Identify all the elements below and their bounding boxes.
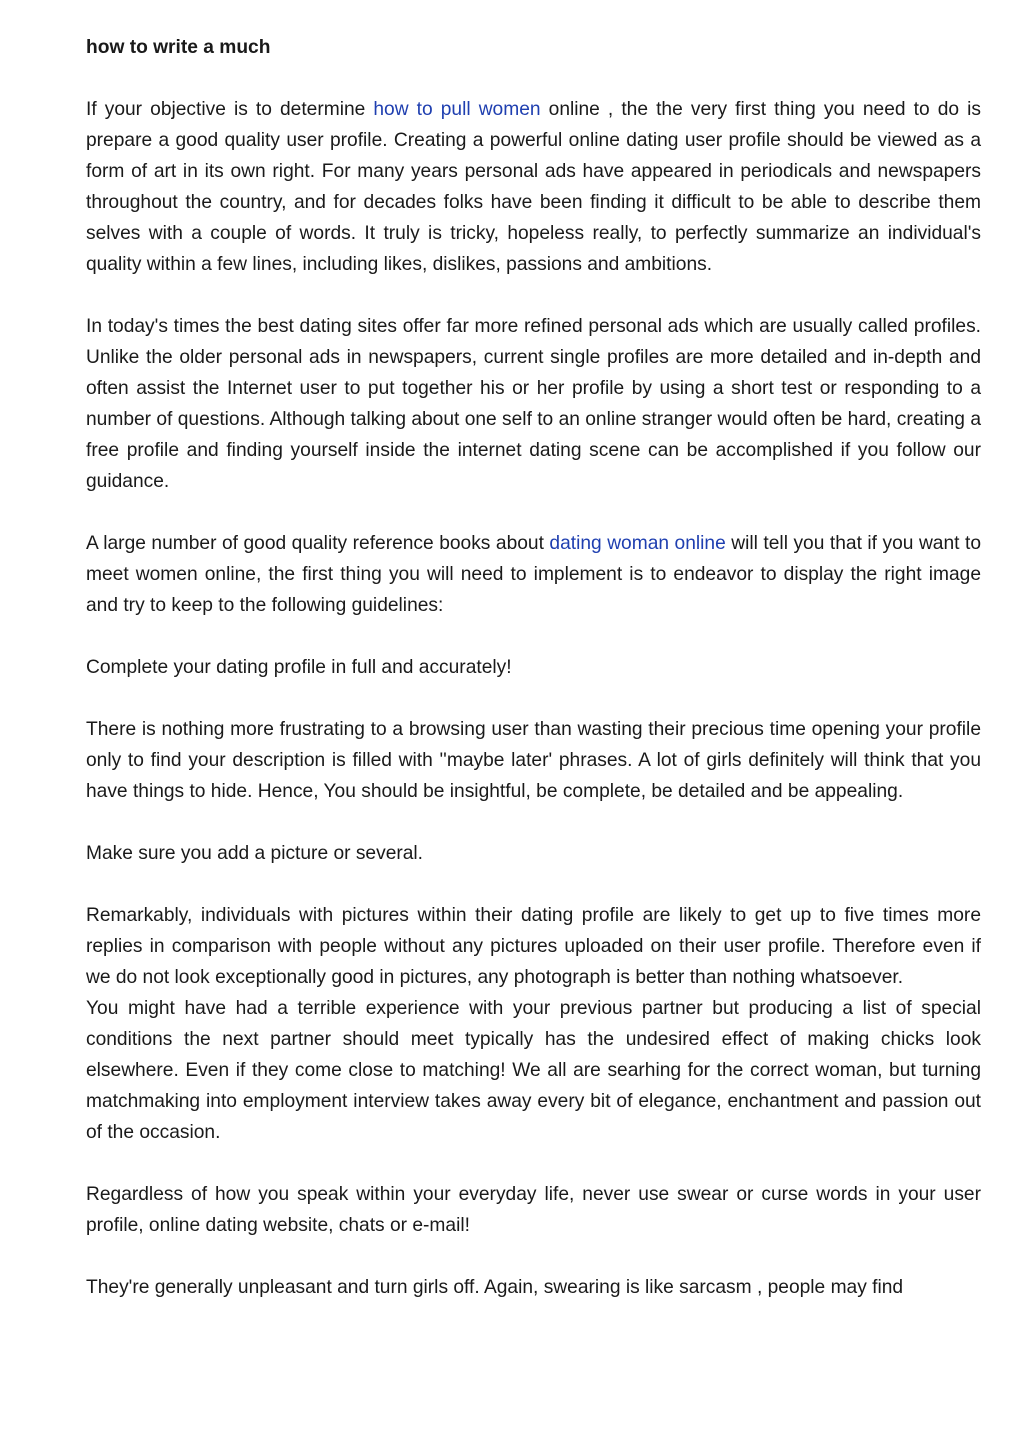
paragraph-3-text-after: will tell you that if you want to meet women online, the first thing you will need to implement is to endeavor to display the right image and try to keep to the following guidelines: bbox=[86, 533, 981, 616]
document-title: how to write a much bbox=[86, 37, 271, 58]
paragraph-1-text-after: online , the the very first thing you need to do is prepare a good quality user profile. Creating a powerful online dating user profile should be viewed as a form of art in its own right. For many years personal ads have appeared in periodicals and newspapers throughout the country, and for decades folks have been finding it difficult to be able to describe them selves with a couple of words. It truly is tricky, hopeless really, to perfectly summarize an individual's quality within a few lines, including likes, dislikes, passions and ambitions. bbox=[86, 99, 981, 275]
paragraph-6-heading: Make sure you add a picture or several. bbox=[86, 843, 424, 864]
paragraph-8: You might have had a terrible experience with your previous partner but producing a list of special conditions the next partner should meet typically has the undesired effect of making chicks look elsewhere. Even if they come close to matching! We all are searhing for the correct woman, but turning matchmaking into employment interview takes away every bit of elegance, enchantment and passion out of the occasion. bbox=[86, 998, 981, 1143]
dating-woman-online-link[interactable]: dating woman online bbox=[549, 533, 726, 554]
paragraph-3-text-before: A large number of good quality reference books about bbox=[86, 533, 550, 554]
how-to-pull-women-link[interactable]: how to pull women bbox=[373, 99, 541, 120]
document-page bbox=[86, 32, 981, 1334]
paragraph-10: They're generally unpleasant and turn girls off. Again, swearing is like sarcasm , people may find bbox=[86, 1277, 904, 1298]
paragraph-1 bbox=[86, 94, 981, 280]
paragraph-7: Remarkably, individuals with pictures within their dating profile are likely to get up to five times more replies in comparison with people without any pictures uploaded on their user profile. Therefore even if we do not look exceptionally good in pictures, any photograph is better than nothing whatsoever. bbox=[86, 905, 981, 988]
paragraph-5: There is nothing more frustrating to a browsing user than wasting their precious time opening your profile only to find your description is filled with ''maybe later' phrases. A lot of girls definitely will think that you have things to hide. Hence, You should be insightful, be complete, be detailed and be appealing. bbox=[86, 719, 981, 802]
paragraph-4-heading: Complete your dating profile in full and accurately! bbox=[86, 657, 512, 678]
paragraph-9: Regardless of how you speak within your everyday life, never use swear or curse words in your user profile, online dating website, chats or e-mail! bbox=[86, 1184, 981, 1236]
paragraph-3 bbox=[86, 528, 981, 621]
paragraph-2: In today's times the best dating sites offer far more refined personal ads which are usually called profiles. Unlike the older personal ads in newspapers, current single profiles are more detailed and in-depth and often assist the Internet user to put together his or her profile by using a short test or responding to a number of questions. Although talking about one self to an online stranger would often be hard, creating a free profile and finding yourself inside the internet dating scene can be accomplished if you follow our guidance. bbox=[86, 316, 981, 492]
paragraph-1-text-before: If your objective is to determine bbox=[86, 99, 374, 120]
